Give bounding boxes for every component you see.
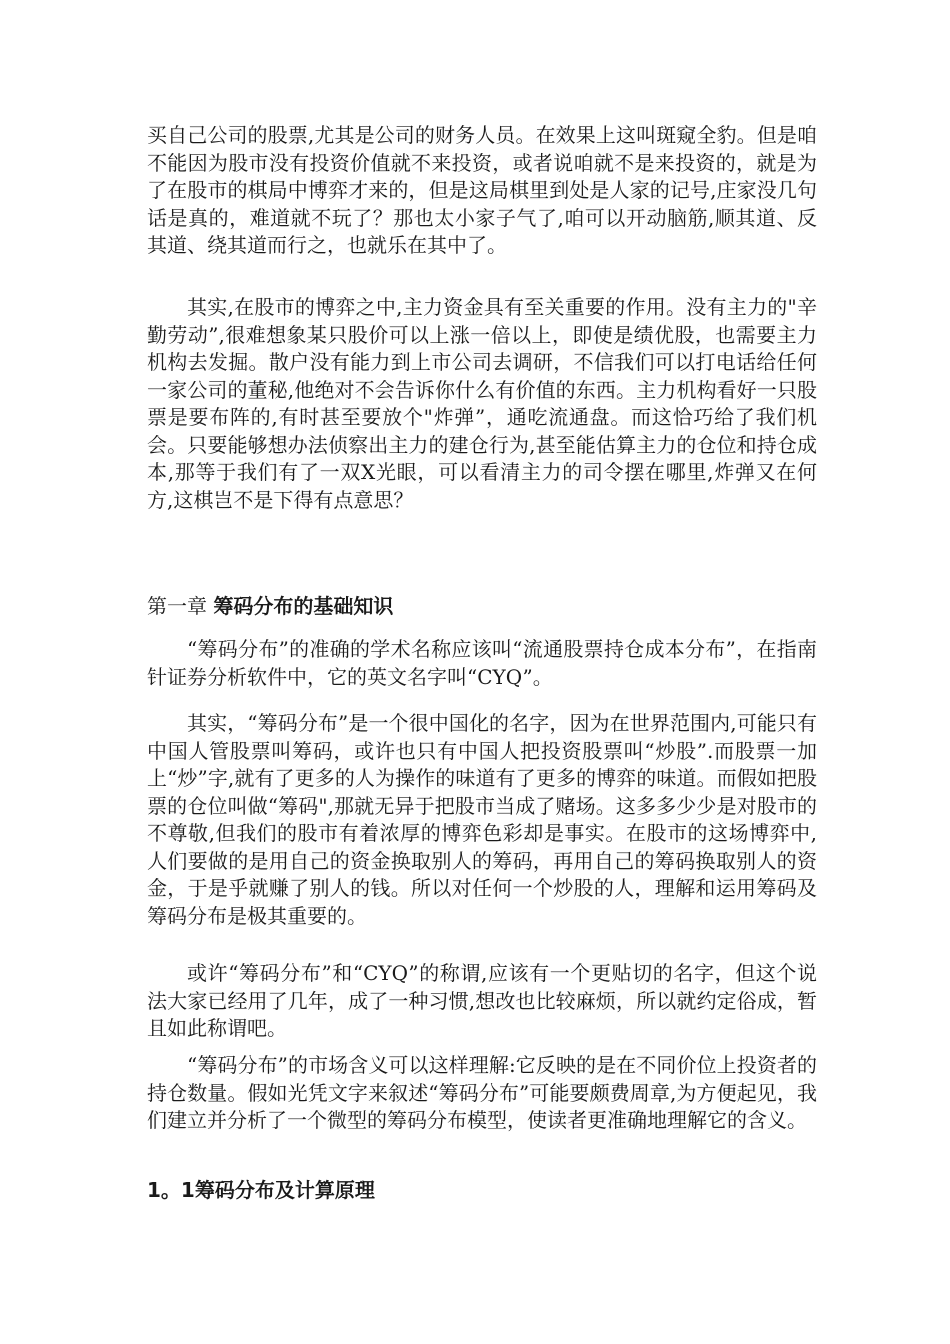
paragraph-cyq-definition: “筹码分布”的准确的学术名称应该叫“流通股票持仓成本分布”，在指南针证券分析软件中，它的英文名字叫“CYQ”。 xyxy=(147,637,817,689)
paragraph-naming-convention: 或许“筹码分布”和“CYQ”的称谓,应该有一个更贴切的名字，但这个说法大家已经用了几年，成了一种习惯,想改也比较麻烦，所以就约定俗成，暂且如此称谓吧。 xyxy=(147,961,817,1040)
paragraph-chinese-name: 其实，“筹码分布”是一个很中国化的名字，因为在世界范围内,可能只有中国人管股票叫筹码，或许也只有中国人把投资股票叫“炒股”.而股票一加上“炒”字,就有了更多的人为操作的味道有了更多的博弈的味道。而假如把股票的仓位叫做“筹码",那就无异于把股市当成了赌场。这多多少少是对股市的不尊敬,但我们的股市有着浓厚的博弈色彩却是事实。在股市的这场博弈中,人们要做的是用自己的资金换取别人的筹码，再用自己的筹码换取别人的资金，于是乎就赚了别人的钱。所以对任何一个炒股的人，理解和运用筹码及筹码分布是极其重要的。 xyxy=(147,711,817,928)
paragraph-market-meaning: “筹码分布”的市场含义可以这样理解:它反映的是在不同价位上投资者的持仓数量。假如光凭文字来叙述“筹码分布”可能要颇费周章,为方便起见，我们建立并分析了一个微型的筹码分布模型，使读者更准确地理解它的含义。 xyxy=(147,1053,817,1132)
chapter-title: 筹码分布的基础知识 xyxy=(213,594,394,618)
paragraph-intro-continued: 买自己公司的股票,尤其是公司的财务人员。在效果上这叫斑窥全豹。但是咱不能因为股市没有投资价值就不来投资，或者说咱就不是来投资的，就是为了在股市的棋局中博弈才来的，但是这局棋里到处是人家的记号,庄家没几句话是真的，难道就不玩了？那也太小家子气了,咱可以开动脑筋,顺其道、反其道、绕其道而行之，也就乐在其中了。 xyxy=(147,123,817,257)
chapter-number: 第一章 xyxy=(147,594,207,618)
section-heading: 1。1筹码分布及计算原理 xyxy=(147,1178,375,1202)
paragraph-main-force: 其实,在股市的博弈之中,主力资金具有至关重要的作用。没有主力的"辛勤劳动”,很难想象某只股价可以上涨一倍以上，即使是绩优股，也需要主力机构去发掘。散户没有能力到上市公司去调研，不信我们可以打电话给任何一家公司的董秘,他绝对不会告诉你什么有价值的东西。主力机构看好一只股票是要布阵的,有时甚至要放个"炸弹”，通吃流通盘。而这恰巧给了我们机会。只要能够想办法侦察出主力的建仓行为,甚至能估算主力的仓位和持仓成本,那等于我们有了一双X光眼，可以看清主力的司令摆在哪里,炸弹又在何方,这棋岂不是下得有点意思？ xyxy=(147,295,817,512)
chapter-heading xyxy=(147,592,393,620)
